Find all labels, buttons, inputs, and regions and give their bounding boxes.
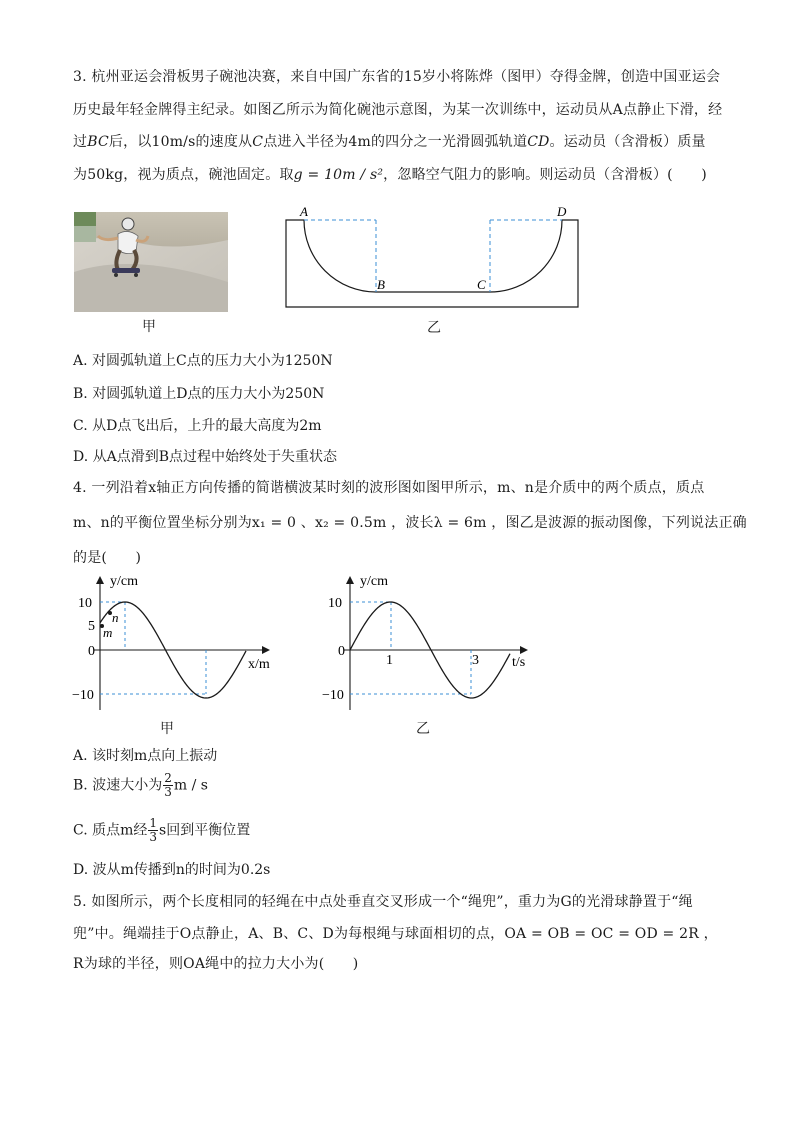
q3-line-4 <box>73 164 707 184</box>
q4-option-c[interactable] <box>73 817 250 844</box>
q4-option-b-unit: m / s <box>173 777 208 794</box>
tick-y-neg10: −10 <box>72 688 94 703</box>
label-d: D <box>557 204 567 219</box>
vibration-graph-yi <box>318 570 538 715</box>
q4-line-3: 的是( ) <box>73 550 142 566</box>
q3-gravity-value: g = 10m / s² <box>293 167 384 183</box>
fraction-numerator: 2 <box>164 771 172 785</box>
q3-line-3-part-d: 点进入半径为4m的四分之一光滑圆弧轨道 <box>263 134 528 150</box>
fraction-numerator: 1 <box>149 816 158 830</box>
q4-option-c-text: C. 质点m经 <box>73 822 148 839</box>
label-b: B <box>377 277 385 292</box>
q3-option-d[interactable]: D. 从A点滑到B点过程中始终处于失重状态 <box>73 449 338 465</box>
q3-line-3 <box>73 131 706 151</box>
tick-y-5: 5 <box>88 619 95 634</box>
q4-line-2: m、n的平衡位置坐标分别为x₁ = 0 、x₂ = 0.5m ，波长λ = 6m ，图乙是波源的振动图像，下列说法正确 <box>73 515 747 531</box>
q3-point-c: C <box>252 134 264 150</box>
fraction-denominator: 3 <box>164 785 172 799</box>
q5-line-2: 兜”中。绳端挂于O点静止，A、B、C、D为每根绳与球面相切的点，OA = OB = OC = OD = 2R ， <box>73 926 718 942</box>
x-axis-arrow <box>262 646 270 654</box>
q5-line-1: 5. 如图所示，两个长度相同的轻绳在中点处垂直交叉形成一个“绳兜”，重力为G的光滑球静置于“绳 <box>73 894 693 910</box>
q4-option-b-text: B. 波速大小为 <box>73 777 163 794</box>
q4-option-b[interactable] <box>73 772 208 799</box>
figure-jia-caption: 甲 <box>142 319 156 335</box>
label-n: n <box>112 610 119 625</box>
q4-option-d[interactable]: D. 波从m传播到n的时间为0.2s <box>73 862 271 878</box>
wave-graph-jia <box>70 570 290 715</box>
label-a: A <box>300 204 308 219</box>
q3-option-b[interactable]: B. 对圆弧轨道上D点的压力大小为250N <box>73 386 325 402</box>
tick-y-0: 0 <box>338 644 345 659</box>
tick-y-neg10: −10 <box>322 688 344 703</box>
q3-line-3-part-a: 过 <box>73 134 88 150</box>
wave-graph-jia-caption: 甲 <box>160 721 174 737</box>
x-axis-label: x/m <box>248 657 270 672</box>
y-axis-label: y/cm <box>110 574 138 589</box>
q5-line-3: R为球的半径，则OA绳中的拉力大小为( ) <box>73 956 359 972</box>
skater-photo <box>74 212 228 312</box>
bowl-diagram <box>280 200 590 312</box>
tick-y-0: 0 <box>88 644 95 659</box>
q3-line-3-part-e: 。运动员（含滑板）质量 <box>549 134 706 150</box>
tick-y-10: 10 <box>328 596 342 611</box>
q3-option-a[interactable]: A. 对圆弧轨道上C点的压力大小为1250N <box>73 353 333 369</box>
q4-option-c-text-end: s回到平衡位置 <box>159 822 251 839</box>
y-axis-arrow <box>346 576 354 584</box>
q3-line-4-part-b: ，忽略空气阻力的影响。则运动员（含滑板）( ) <box>383 167 707 183</box>
fraction-2-3 <box>163 772 173 799</box>
figure-yi-caption: 乙 <box>427 320 441 336</box>
vibration-graph-yi-caption: 乙 <box>416 721 430 737</box>
q3-line-4-part-a: 为50kg，视为质点，碗池固定。取 <box>73 167 294 183</box>
y-axis-label: y/cm <box>360 574 388 589</box>
x-axis-label: t/s <box>512 655 526 670</box>
q3-line-3-part-b: 后，以10m/s的速度从 <box>108 134 253 150</box>
x-axis-arrow <box>520 646 528 654</box>
q3-arc-cd: CD <box>527 134 550 150</box>
tick-x-3: 3 <box>472 653 479 668</box>
q3-line-1: 3. 杭州亚运会滑板男子碗池决赛，来自中国广东省的15岁小将陈烨（图甲）夺得金牌，创造中国亚运会 <box>73 69 721 85</box>
q4-option-a[interactable]: A. 该时刻m点向上振动 <box>73 748 218 764</box>
q3-option-c[interactable]: C. 从D点飞出后，上升的最大高度为2m <box>73 418 322 434</box>
tick-x-1: 1 <box>386 653 393 668</box>
q3-segment-bc: BC <box>87 134 109 150</box>
q4-line-1: 4. 一列沿着x轴正方向传播的简谐横波某时刻的波形图如图甲所示，m、n是介质中的两个质点，质点 <box>73 480 705 496</box>
label-m: m <box>103 625 113 640</box>
y-axis-arrow <box>96 576 104 584</box>
fraction-1-3 <box>148 817 158 844</box>
tick-y-10: 10 <box>78 596 92 611</box>
bowl-outline <box>286 220 578 307</box>
label-c: C <box>477 277 486 292</box>
q3-line-2: 历史最年轻金牌得主纪录。如图乙所示为简化碗池示意图，为某一次训练中，运动员从A点静止下滑，经 <box>73 102 723 118</box>
fraction-denominator: 3 <box>149 830 158 844</box>
